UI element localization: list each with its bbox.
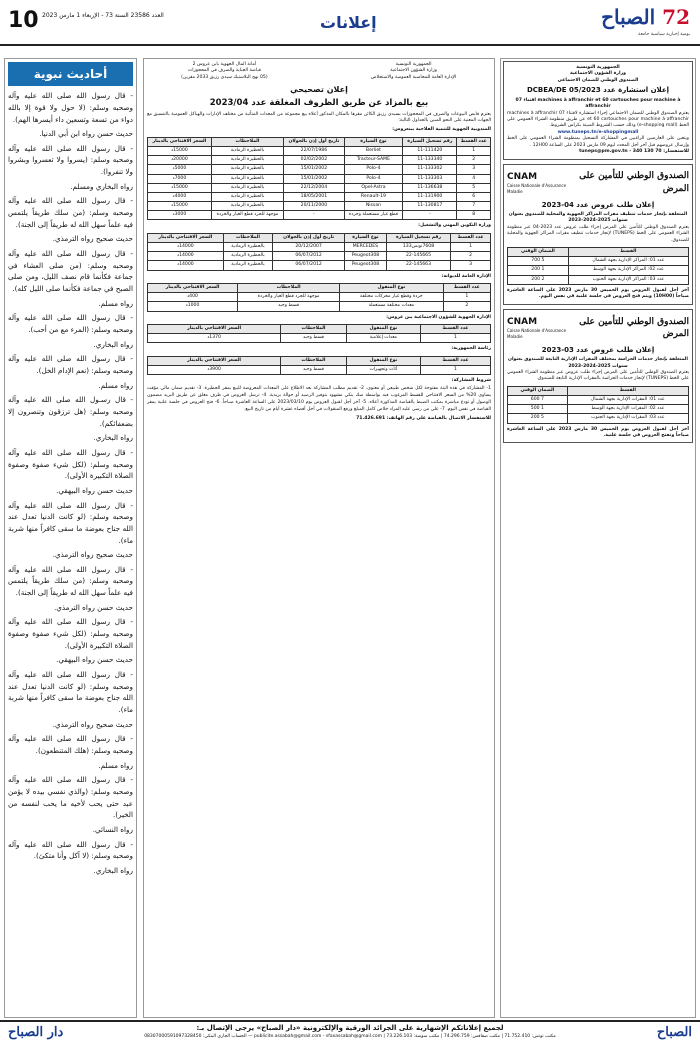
table-cell: بالحظيرة الرمادية	[211, 146, 283, 155]
main-ad	[143, 58, 495, 1018]
hadith-paragraph: - قال رسول الله صلى الله عليه وآله وصحبه وسلم: (هلك المتنطعون).	[8, 734, 133, 755]
main-ad-left-header: الجمهورية التونسية وزارة الشؤون الاجتماعية الإدارة العامة للمحاسبة العمومية والاستخلاص	[370, 62, 457, 80]
table-header: الملاحظات	[238, 284, 340, 293]
table-cell: بالحظيرة الرمادية	[211, 192, 283, 201]
table-cell: 14000د	[148, 252, 224, 261]
table-row	[508, 257, 689, 266]
table-header: الملاحظات	[223, 233, 272, 242]
table-cell: Polo-4	[344, 174, 403, 183]
footer-info: مكتب تونس: 71.752.410 | مكتب صفاقس: 74.296.759 | مكتب سوسة: 73.226.103 | publicite.assabah@gmail.com - sfaxassabah@gmail.com — الحساب الجاري البنكي: 08307000591097328450	[144, 1034, 556, 1039]
table-header: القسط	[567, 386, 688, 395]
table-cell: 5000د	[148, 165, 212, 174]
table-cell: 14000د	[148, 261, 224, 270]
page-footer	[0, 1020, 700, 1045]
table-cell: 1	[420, 334, 490, 343]
table-header: نوع السيارة	[345, 233, 387, 242]
newspaper-logo	[570, 4, 690, 32]
main-ad-right-header: أمانة المال الجهوية بابن عروس 2 قباضة الجباية والصرف في المحجوزات (05 نهج البلاستيك سيدي رزيق 2033 مقرين)	[181, 62, 268, 80]
hadith-paragraph: حديث صحيح رواه الترمذي.	[52, 719, 133, 729]
table-header: نوع المنقول	[340, 284, 444, 293]
table-cell: قسط وحيد	[281, 366, 347, 375]
cnam-ad-03-text: يعتزم الصندوق الوطني للتأمين على المرض إجراء طلب عروض عبر منظومة الشراء العمومي على الخط (TUNEPS) لإنجاز خدمات الحراسة بالمقرات الإدارية التابعة للصندوق.	[507, 369, 689, 382]
page-header	[0, 0, 700, 46]
table-header: عدد القسط	[443, 284, 490, 293]
hadith-paragraph: حديث حسن رواه ابن أبي الدنيا.	[39, 129, 133, 139]
table-cell: Peugeot308	[345, 252, 387, 261]
table-cell: -	[284, 211, 345, 220]
cnam-ad-04-text: يعتزم الصندوق الوطني للتأمين على المرض إجراء طلب عروض عدد 2023-04 عبر منظومة الشراء العمومي على الخط (TUNEPS) لإنجاز خدمات تنظيف مقرات المراكز الجهوية والمحلية للصندوق.	[507, 224, 689, 243]
table-cell: 15000د	[148, 202, 212, 211]
hadith-paragraph: رواه البخاري.	[93, 865, 133, 875]
main-ad-intro: يعتزم قابض البيوعات والصرف في المحجوزات بسيدي رزيق الكائن مقرها بالمكان المذكور أعلاه بيع مجموعة من المعدات المتأتية من مختلف الإدارات والهياكل العمومية بالتنسيق مع الجهات المعنية على النحو المبين بالجداول التالية:	[147, 111, 491, 123]
table-header: تاريخ أول إذن بالجولان	[284, 137, 345, 146]
table-cell: 11-111420	[403, 146, 457, 155]
table-row	[148, 302, 491, 311]
main-ad-title-1: إعلان تصحيحي	[290, 85, 348, 95]
table-cell: 22/07/1986	[284, 146, 345, 155]
group5-table	[147, 356, 491, 375]
table-row	[148, 156, 491, 165]
table-cell: Peugeot308	[345, 261, 387, 270]
table-row	[148, 165, 491, 174]
table-cell: 3000د	[148, 211, 212, 220]
table-row	[148, 252, 491, 261]
hadith-paragraph: حديث حسن رواه البيهقي.	[56, 655, 133, 665]
table-row	[148, 293, 491, 302]
table-cell: 11-136638	[403, 183, 457, 192]
table-header: الملاحظات	[281, 325, 347, 334]
table-header: نوع المنقول	[346, 356, 420, 365]
table-cell: 11-133340	[403, 156, 457, 165]
hadith-paragraph: رواه البخاري ومسلم.	[70, 181, 133, 191]
table-cell: بالحظيرة الرمادية	[211, 174, 283, 183]
right-ads-column	[500, 58, 696, 1018]
hadith-paragraph: رواه البخاري.	[93, 433, 133, 443]
table-cell: عدد 01: المراكز الإدارية بجهة الشمال	[568, 257, 688, 266]
cnam-logo-2	[507, 313, 689, 343]
hadith-paragraph: - قال رسول الله صلى الله عليه وآله وصحبه وسلم: (لو كانت الدنيا تعدل عند الله جناح بعوضة ما سقى كافراً منها شربة ماء).	[8, 670, 133, 715]
logo-name: الصباح	[601, 5, 656, 29]
table-cell: معدات إعلامية	[346, 334, 420, 343]
table-cell: أثاث وتجهيزات	[346, 366, 420, 375]
table-cell: معدات مختلفة مستعملة	[340, 302, 444, 311]
table-cell: 1 500	[508, 405, 568, 414]
hadith-paragraph: - قال رسول الله صلى الله عليه وآله وصحبه وسلم: (والذي نفسي بيده لا يؤمن عبد حتى يحب لأخيه ما يحب لنفسه من الخير).	[8, 775, 133, 820]
cnss-ad-text: يعتزم الصندوق الوطني للضمان الاجتماعي إجراء استشارة لاقتناء 07 machines à affranchir et 60 cartouches pour machine à affranchir عن طريق منظومة الشراء العمومي على الخط (e-shopping mall) وذلك حسب الشروط المبينة بكراس الشروط.	[507, 110, 689, 129]
table-header: السعر الافتتاحي بالدينار	[148, 284, 238, 293]
table-cell: 14000د	[148, 243, 224, 252]
table-header: السعر الافتتاحي بالدينار	[148, 137, 212, 146]
table-cell: 3	[451, 261, 491, 270]
table-cell: 400د	[148, 293, 238, 302]
table-cell: 11-131900	[403, 192, 457, 201]
table-row	[508, 266, 689, 275]
table-cell: 15000د	[148, 146, 212, 155]
table-cell: 1	[443, 293, 490, 302]
cnam-brand-sub-2: Caisse Nationale d'Assurance Maladie	[507, 328, 567, 339]
table-cell: 15/01/2002	[284, 174, 345, 183]
table-cell: 15/01/2002	[284, 165, 345, 174]
table-cell: 5 200	[508, 414, 568, 423]
hadith-paragraph: - قال رسول الله صلى الله عليه وآله وصحبه وسلم: (لكل شيء صفوة وصفوة الصلاة التكبيرة الأولى).	[8, 617, 133, 650]
hadith-paragraph: رواه النسائي.	[92, 824, 133, 834]
cnam-brand-ar: الصندوق الوطني للتأمين على المرض	[579, 171, 689, 194]
table-header: السعر الافتتاحي بالدينار	[148, 356, 281, 365]
table-cell: عدد 03: المقرات الإدارية بجهة الجنوب	[567, 414, 688, 423]
footer-main: لجميع إعلاناتكم الإشهارية على الجرائد الورقية والإلكترونية «دار الصباح» يرجى الإتصال بـ:	[196, 1024, 504, 1032]
hadith-paragraph: - قال رسول الله صلى الله عليه وآله وصحبه وسلم: (نعم الإدام الخل).	[8, 354, 133, 375]
table-header: السعر الافتتاحي بالدينار	[148, 325, 281, 334]
table-header: الملاحظات	[211, 137, 283, 146]
table-cell: 15000د	[148, 183, 212, 192]
table-header: عدد القسط	[421, 356, 491, 365]
cnam-brand-abbr-2: CNAM	[507, 317, 538, 328]
cnss-ad-title: إعلان استشارة عدد DCBEA/DE 05/2023	[526, 86, 670, 95]
conditions-text: 1- المشاركة في هذه البتة مفتوحة لكل شخص طبيعي أو معنوي. 2- تقديم مطلب المشاركة بعد الاطلاع على المعدات المعروضة للبيع بمقر الحظيرة. 3- تقديم ضمان مالي مؤقت يساوي 20% من السعر الافتتاحي للقسط المرغوب فيه بواسطة صك بنكي مشهود بتوفير الرصيد أو حوالة بريدية. 4- ترسل العروض في ظرف مغلق عن طريق البريد مضمون الوصول أو تودع مباشرة بمكتب الضبط بالقباضة المذكورة أعلاه. 5- آخر أجل لقبول العروض يوم 2023/03/10 على الساعة العاشرة صباحاً. 6- فتح العروض في جلسة علنية بمقر القباضة في نفس اليوم. 7- على من رسى عليه المزاد خلاص كامل المبلغ ورفع المنقولات في أجل أقصاه عشرة أيام من تاريخ البيع.	[147, 385, 492, 412]
cnam-brand-latin-2	[507, 316, 571, 339]
table-cell: 06/07/2012	[273, 252, 345, 261]
table-cell: 7000د	[148, 174, 212, 183]
group1-title: المندوبية الجهوية للتنمية الفلاحية ببنعروس:	[392, 127, 491, 133]
cnam-brand-sub: Caisse Nationale d'Assurance Maladie	[507, 183, 567, 194]
cnss-ad-fund: الصندوق الوطني للضمان الاجتماعي	[557, 77, 639, 83]
logo-number: 72	[662, 5, 690, 29]
cnam-logo	[507, 168, 689, 198]
table-cell: 02/02/2002	[284, 156, 345, 165]
table-cell: 1	[457, 146, 491, 155]
footer-logo-left: دار الصباح	[8, 1025, 64, 1040]
table-header: عدد القسط	[451, 233, 491, 242]
table-header: الضمان الوقتي	[508, 386, 568, 395]
table-cell: موجهة للجرد قطع الغيار والخردة	[211, 211, 283, 220]
table-cell: 22/12/2004	[284, 183, 345, 192]
table-header: رقم تسجيل السيارة	[386, 233, 450, 242]
table-row	[508, 405, 689, 414]
table-cell: بالحظيرة الرمادية	[211, 183, 283, 192]
table-cell: 06/07/2012	[273, 261, 345, 270]
table-header: تاريخ أول إذن بالجولان	[273, 233, 345, 242]
hadith-paragraph: - قال رسول الله صلى الله عليه وآله وصحبه وسلم: (لا حول ولا قوة إلا بالله دواء من تسعة وتسعين داء أيسرها الهم).	[8, 91, 133, 124]
hadith-paragraph: - قال رسول الله صلى الله عليه وآله وصحبه وسلم: (من سلك طريقاً يلتمس فيه علماً سهل الله له طريقاً إلى الجنة).	[8, 196, 133, 229]
group2-table	[147, 233, 491, 271]
table-header: رقم تسجيل السيارة	[403, 137, 457, 146]
table-cell: بالحظيرة الرمادية	[211, 165, 283, 174]
hadith-paragraph: رواه مسلم.	[98, 298, 133, 308]
cnam-ad-04-subject: المتعلقة بإنجاز خدمات تنظيف مقرات المراكز الجهوية والمحلية للصندوق بعنوان سنوات 2025-2024-2023	[508, 211, 688, 224]
cnss-ad-header: الجمهورية التونسية وزارة الشؤون الاجتماعية	[569, 65, 627, 77]
table-cell: قسط وحيد	[238, 302, 340, 311]
table-cell: Nissan	[344, 202, 403, 211]
table-cell: 1	[421, 366, 491, 375]
table-cell: 4	[457, 174, 491, 183]
table-row	[148, 202, 491, 211]
cnam-ad-03-subject: المتعلقة بإنجاز خدمات الحراسة بمختلف المقرات الإدارية التابعة للصندوق بعنوان سنوات 2025-2024-2023	[508, 357, 688, 369]
table-cell: Berliet	[344, 146, 403, 155]
table-header: الضمان الوقتي	[508, 248, 569, 257]
table-cell: 22-145663	[386, 261, 450, 270]
table-cell: عدد 01: المقرات الإدارية بجهة الشمال	[567, 395, 688, 404]
table-cell: بالحظيرة الرمادية	[223, 243, 272, 252]
table-cell: 2	[443, 302, 490, 311]
table-cell: موجهة للجرد قطع الغيار والخردة	[238, 293, 340, 302]
group1-table	[147, 137, 491, 221]
table-cell: عدد 02: المقرات الإدارية بجهة الوسط	[567, 405, 688, 414]
table-cell: 7 600	[508, 395, 568, 404]
table-cell: قطع غيار مستعملة وخردة	[344, 211, 403, 220]
group3-table	[147, 283, 491, 312]
cnss-ad-subject: اقتناء 07 machines à affranchir et 60 cartouches pour machine à affranchir	[515, 97, 681, 110]
cnss-ad-url[interactable]: www.tuneps.tn/e-shoppingmall	[557, 129, 639, 135]
table-cell: 1	[451, 243, 491, 252]
hadith-paragraph: - قال رسول الله صلى الله عليه وآله وصحبه وسلم: (لا آكل وأنا متكئ).	[8, 839, 133, 861]
hadith-paragraph: حديث صحيح رواه الترمذي.	[52, 550, 133, 560]
table-cell: 20000د	[148, 156, 212, 165]
table-row	[148, 211, 491, 220]
group4-title: الإدارة الجهوية للشؤون الاجتماعية ببن عروس:	[386, 314, 491, 320]
table-cell: 20/11/2000	[284, 202, 345, 211]
hadith-body	[8, 90, 133, 876]
table-row	[508, 414, 689, 423]
table-cell: 7608تونس133	[386, 243, 450, 252]
hadith-paragraph: رواه البخاري.	[93, 339, 133, 349]
table-cell: Opel-Astra	[344, 183, 403, 192]
table-cell: 20/12/2007	[273, 243, 345, 252]
section-title: إعلانات	[320, 13, 377, 32]
hadith-paragraph: رواه مسلم.	[98, 760, 133, 770]
table-header: الملاحظات	[281, 356, 347, 365]
hadith-column	[4, 58, 137, 1018]
table-cell: 3900د	[148, 366, 281, 375]
table-row	[148, 146, 491, 155]
cnam-ad-03-title: إعلان طلب عروض عدد 03-2023	[541, 345, 655, 354]
cnam-ad-03-deadline: آخر أجل لقبول العروض يوم الخميس 30 مارس 2023 على الساعة العاشرة صباحاً وتفتح العروض في جلسة علنية.	[507, 426, 689, 438]
table-cell: 18/05/2001	[284, 192, 345, 201]
table-cell: 5 700	[508, 257, 569, 266]
hadith-paragraph: حديث صحيح رواه الترمذي.	[52, 234, 133, 244]
main-ad-contact: للاستفسار الاتصال بالقباضة على رقم الهاتف: 71.426.691	[356, 416, 491, 422]
table-cell: 3	[457, 165, 491, 174]
table-cell: Tracteur-SAME	[344, 156, 403, 165]
cnam-brand-latin	[507, 171, 571, 194]
table-header: السعر الافتتاحي بالدينار	[148, 233, 224, 242]
table-row	[148, 261, 491, 270]
cnam-ad-04-deadline: آخر أجل لقبول العروض يوم الخميس 30 مارس 2023 على الساعة العاشرة صباحاً (10H00) ويتم فتح العروض في جلسة علنية في نفس اليوم.	[507, 287, 689, 300]
table-cell: بالحظيرة الرمادية	[211, 156, 283, 165]
table-cell: 2 200	[508, 275, 569, 284]
table-cell: 8	[457, 211, 491, 220]
hadith-paragraph: - قال رسول الله صلى الله عليه وآله وصحبه وسلم: (المرء مع من أحب).	[8, 313, 133, 334]
table-cell: 1370د	[148, 334, 281, 343]
group3-title: الإدارة العامة للديوانة:	[441, 273, 491, 279]
table-cell: 1000د	[148, 302, 238, 311]
table-row	[148, 192, 491, 201]
table-cell: 1 200	[508, 266, 569, 275]
table-cell: -	[403, 211, 457, 220]
page-number: 10	[8, 8, 39, 33]
group4-table	[147, 324, 491, 343]
table-cell: 6	[457, 192, 491, 201]
table-cell: 4000د	[148, 192, 212, 201]
cnam-brand-ar-2: الصندوق الوطني للتأمين على المرض	[579, 316, 689, 339]
table-cell: 11-133303	[403, 174, 457, 183]
cnss-ad-text2: ويتعين على العارضين الراغبين في المشاركة التسجيل بمنظومة الشراء العمومي على الخط وإرسال عروضهم قبل آخر أجل المحدد ليوم 09 مارس 2023 على الساعة 12H00 .	[507, 136, 689, 148]
table-cell: بالحظيرة الرمادية	[211, 202, 283, 211]
table-cell: MERCEDES	[345, 243, 387, 252]
table-header: نوع المنقول	[346, 325, 420, 334]
table-cell: 7	[457, 202, 491, 211]
table-cell: 22-145665	[386, 252, 450, 261]
main-ad-title-2: بيع بالمزاد عن طريق الظروف المغلقة عدد 2023/04	[209, 98, 429, 109]
table-cell: Renault-19	[344, 192, 403, 201]
hadith-paragraph: - قال رسول الله صلى الله عليه وآله وصحبه وسلم: (من صلى العشاء في جماعة فكأنما قام نصف الليل، ومن صلى الصبح في جماعة فكأنما صلى الليل كله).	[8, 249, 133, 294]
hadith-paragraph: - قال رسـول الله صلى الله عليه وآله وصحبه وسلم: (هل ترزقون وتنصرون إلا بضعفائكم).	[8, 395, 133, 428]
cnam-ad-04-title: إعلان طلب عروض عدد 04-2023	[541, 200, 655, 209]
hadith-paragraph: رواه مسلم.	[98, 380, 133, 390]
cnam-ad-04-lots	[507, 247, 689, 285]
group5-title: رئاسة الجمهورية:	[451, 346, 491, 352]
cnam-ad-04	[503, 164, 693, 305]
cnam-ad-03	[503, 309, 693, 444]
table-row	[148, 243, 491, 252]
table-row	[148, 334, 491, 343]
cnss-ad	[503, 61, 693, 160]
hadith-title: أحاديث نبوية	[8, 62, 133, 86]
table-cell: خردة وقطع غيار محركات مختلفة	[340, 293, 444, 302]
table-row	[508, 275, 689, 284]
hadith-paragraph: - قال رسول الله صلى الله عليه وآله وصحبه وسلم: (يسروا ولا تعسروا وبشروا ولا تنفروا).	[8, 143, 133, 177]
table-header: نوع السيارة	[344, 137, 403, 146]
cnss-ad-contact: للاستفسار: 70 130 340 - tuneps@pm.gov.tn	[579, 149, 689, 155]
hadith-paragraph: - قال رسول الله صلى الله عليه وآله وصحبه وسلم: (لو كانت الدنيا تعدل عند الله جناح بعوضة ما سقى كافراً منها شربة ماء).	[8, 500, 133, 545]
table-row	[508, 395, 689, 404]
table-cell: 11-130817	[403, 202, 457, 211]
table-cell: 2	[451, 252, 491, 261]
table-cell: 5	[457, 183, 491, 192]
hadith-paragraph: - قال رسول الله صلى الله عليه وآله وصحبه وسلم: (لكل شيء صفوة وصفوة الصلاة التكبيرة الأولى).	[8, 447, 133, 481]
table-row	[148, 366, 491, 375]
cnam-ad-03-lots	[507, 386, 689, 424]
table-cell: عدد 02: المراكز الإدارية بجهة الوسط	[568, 266, 688, 275]
table-cell: بالحظيرة الرمادية	[223, 252, 272, 261]
footer-rib: الحساب الجاري البنكي: 08307000591097328450	[144, 1034, 247, 1039]
logo-subtitle: يومية إخبارية سياسية جامعة	[638, 32, 690, 37]
table-row	[148, 174, 491, 183]
issue-line: العدد 23586 السنة 73 - الإربعاء 1 مارس 2023	[42, 12, 164, 19]
table-cell: 2	[457, 156, 491, 165]
table-cell: 11-133302	[403, 165, 457, 174]
footer-contacts: مكتب تونس: 71.752.410 | مكتب صفاقس: 74.296.759 | مكتب سوسة: 73.226.103 | publicite.assabah@gmail.com - sfaxassabah@gmail.com	[253, 1034, 556, 1039]
table-cell: Polo-4	[344, 165, 403, 174]
hadith-paragraph: حديث حسن رواه البيهقي.	[56, 485, 133, 495]
group2-title: وزارة التكوين المهني والتشغيل:	[418, 223, 491, 229]
table-row	[148, 183, 491, 192]
hadith-paragraph: - قال رسول الله صلى الله عليه وآله وصحبه وسلم: (من سلك طريقاً يلتمس فيه علماً سهل الله له طريقاً إلى الجنة).	[8, 564, 133, 598]
hadith-paragraph: حديث حسن رواه الترمذي.	[53, 602, 133, 612]
conditions-title: شروط المشاركة:	[451, 378, 491, 384]
table-cell: عدد 03: المراكز الإدارية بجهة الجنوب	[568, 275, 688, 284]
cnam-brand-abbr: CNAM	[507, 172, 538, 183]
table-header: القسط	[568, 248, 688, 257]
table-cell: بالحظيرة الرمادية	[223, 261, 272, 270]
footer-logo-right: الصباح	[656, 1025, 692, 1040]
table-header: عدد القسط	[420, 325, 490, 334]
table-cell: قسط وحيد	[281, 334, 347, 343]
table-header: عدد القسط	[457, 137, 491, 146]
